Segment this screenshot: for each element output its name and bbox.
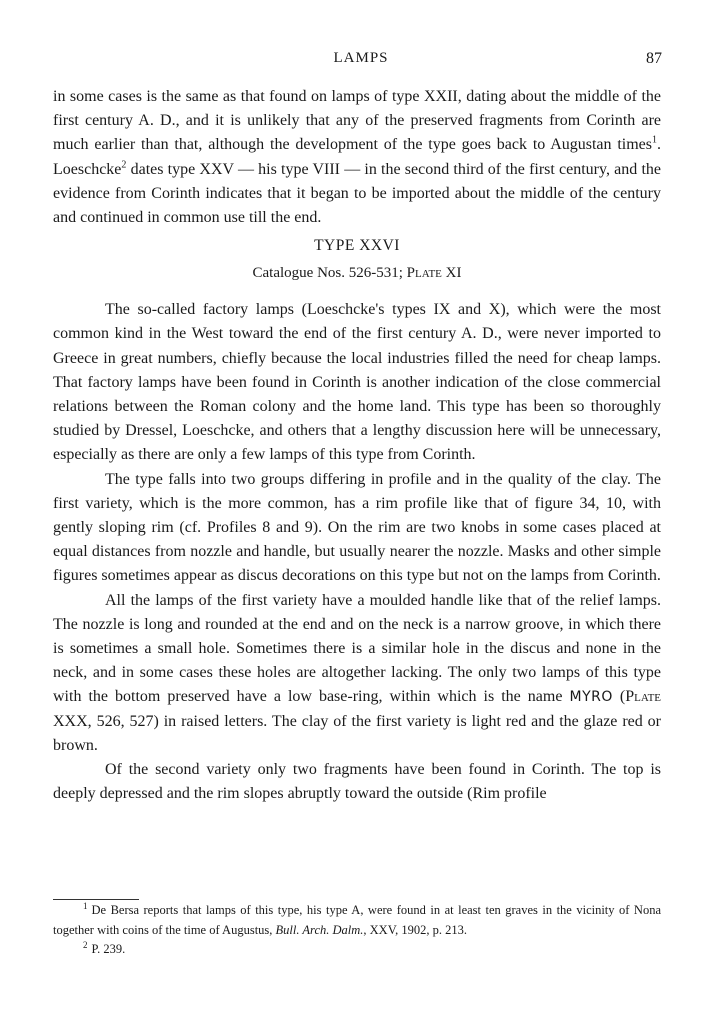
catalogue-prefix: Catalogue Nos. 526-531;: [252, 265, 407, 282]
inscription-name: MYRO: [569, 689, 613, 706]
paragraph-4: [53, 589, 661, 758]
paragraph-1: [53, 85, 661, 230]
footnote-2-mark: 2: [83, 939, 88, 950]
section-heading: TYPE XXVI: [314, 237, 400, 255]
catalogue-plate: Plate XI: [406, 265, 462, 282]
footnote-divider: [53, 899, 139, 900]
paragraph-3: The type falls into two groups differing in profile and in the quality of the clay. The first variety, which is the more common, has a rim profile like that of figure 34, 10, with gently sloping rim (cf. Profiles 8 and 9). On the rim are two knobs in some cases placed at equal distances from nozzle and handle, but usually nearer the nozzle. Masks and other simple figures sometimes appear as discus decorations on this type but not on the lamps from Corinth.: [53, 470, 661, 585]
paragraph-1-text-a: in some cases is the same as that found on lamps of type XXII, dating about the middle of the first century A. D., and it is unlikely that any of the preserved fragments from Corinth are much earlier than that, although the development of the type goes back to Augustan times: [53, 88, 661, 154]
catalogue-reference: [53, 262, 661, 284]
paragraph-1-text-b: . Loeschcke: [53, 136, 661, 178]
footnote-1: [53, 901, 661, 940]
footnote-2-text: P. 239.: [91, 942, 126, 956]
paragraph-1-text-c: dates type XXV — his type VIII — in the second third of the first century, and the evidence from Corinth indicates that it began to be imported about the middle of the century and continued in common use till the end.: [53, 160, 661, 227]
footnote-2: [53, 940, 661, 960]
footnotes: [53, 901, 661, 960]
footnote-1-mark: 1: [83, 900, 88, 911]
paragraph-4-text-a: All the lamps of the first variety have a moulded handle like that of the relief lamps. The nozzle is long and rounded at the end and on the neck is a narrow groove, in which there is sometimes a small hole. Sometimes there is a similar hole in the discus and none in the neck, and in some cases these holes are altogether lacking. The only two lamps of this type with the bottom preserved have a low base-ring, within which is the name: [53, 591, 661, 706]
paragraph-4-text-b: (: [612, 688, 626, 706]
running-head-title: LAMPS: [333, 50, 389, 66]
page-number: 87: [646, 50, 662, 67]
footnote-1-text-a: De Bersa reports that lamps of this type, his type A, were found in at least ten graves in the vicinity of Nona together with coins of the time of Augustus,: [53, 903, 661, 937]
plate-reference: Plate: [625, 688, 662, 706]
running-head: [0, 50, 722, 70]
footnote-ref-2[interactable]: 2: [121, 159, 127, 171]
footnote-1-text-b: , XXV, 1902, p. 213.: [363, 922, 467, 937]
paragraph-2: The so-called factory lamps (Loeschcke's types IX and X), which were the most common kind in the West toward the end of the first century A. D., were never imported to Greece in great numbers, chiefly because the local industries filled the need for cheap lamps. That factory lamps have been found in Corinth is another indication of the close commercial relations between the Roman colony and the home land. This type has been so thoroughly studied by Dressel, Loeschcke, and others that a lengthy discussion here will be unnecessary, especially as there are only a few lamps of this type from Corinth.: [53, 301, 661, 464]
paragraph-5: Of the second variety only two fragments have been found in Corinth. The top is deeply depressed and the rim slopes abruptly toward the outside (Rim profile: [53, 761, 661, 803]
main-text: [53, 85, 661, 806]
paragraph-4-text-c: XXX, 526, 527) in raised letters. The clay of the first variety is light red and the glaze red or brown.: [53, 712, 661, 754]
footnote-1-journal: Bull. Arch. Dalm.: [275, 922, 364, 937]
footnote-ref-1[interactable]: 1: [652, 135, 657, 147]
